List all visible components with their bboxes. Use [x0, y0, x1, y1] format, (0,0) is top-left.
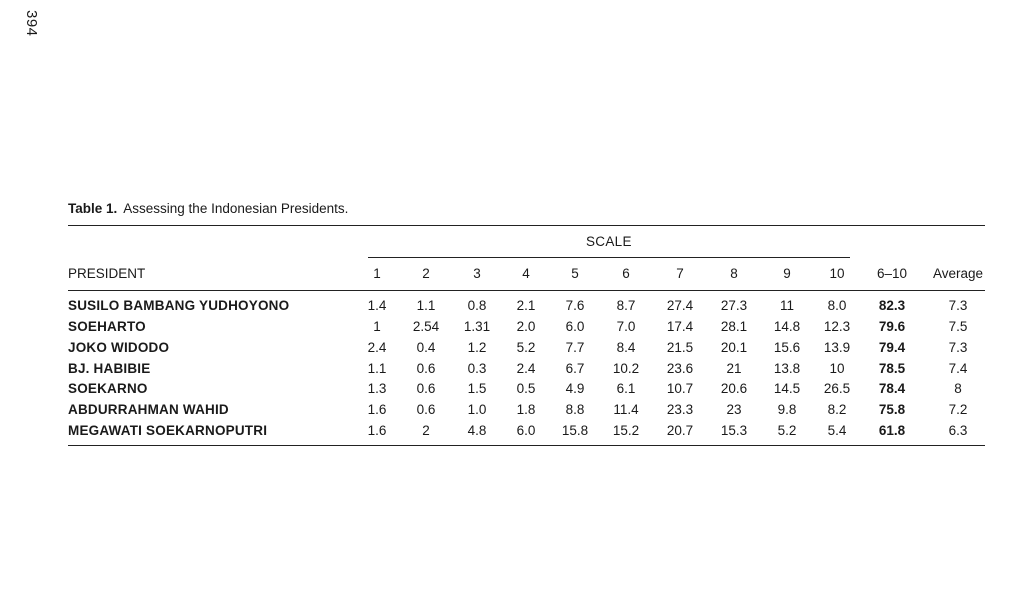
scale-cell-4: 2.4 [516, 361, 536, 376]
average-cell: 7.4 [948, 361, 968, 376]
president-name: JOKO WIDODO [68, 340, 170, 355]
scale-cell-5: 7.7 [565, 340, 585, 355]
scale-cell-3: 1.2 [467, 340, 487, 355]
scale-cell-8: 21 [726, 361, 742, 376]
scale-cell-8: 27.3 [720, 298, 748, 313]
scale-cell-8: 23 [726, 402, 742, 417]
scale-cell-9: 13.8 [773, 361, 801, 376]
scale-cell-7: 10.7 [666, 381, 694, 396]
scale-cell-9: 9.8 [777, 402, 797, 417]
scale-cell-2: 2 [422, 423, 430, 438]
scale-cell-1: 1.6 [367, 423, 387, 438]
president-name: BJ. HABIBIE [68, 361, 151, 376]
column-header-president: PRESIDENT [68, 266, 146, 281]
scale-cell-10: 26.5 [823, 381, 851, 396]
average-cell: 7.3 [948, 340, 968, 355]
scale-cell-10: 5.4 [827, 423, 847, 438]
scale-cell-4: 2.0 [516, 319, 536, 334]
scale-cell-4: 6.0 [516, 423, 536, 438]
scale-cell-4: 1.8 [516, 402, 536, 417]
scale-cell-5: 15.8 [561, 423, 589, 438]
scale-cell-6: 6.1 [616, 381, 636, 396]
scale-cell-2: 0.6 [416, 361, 436, 376]
scale-cell-2: 2.54 [412, 319, 440, 334]
scale-cell-6: 8.4 [616, 340, 636, 355]
scale-cell-10: 8.0 [827, 298, 847, 313]
column-header-average: Average [932, 266, 984, 281]
scale-cell-2: 0.6 [416, 381, 436, 396]
table-top-rule [68, 225, 985, 226]
table-bottom-rule [68, 445, 985, 446]
six-to-ten-cell: 75.8 [878, 402, 906, 417]
scale-cell-8: 20.1 [720, 340, 748, 355]
scale-cell-2: 0.6 [416, 402, 436, 417]
column-header-scale-9: 9 [783, 266, 791, 281]
average-cell: 7.2 [948, 402, 968, 417]
scale-cell-7: 17.4 [666, 319, 694, 334]
scale-cell-1: 1.3 [367, 381, 387, 396]
scale-cell-3: 0.8 [467, 298, 487, 313]
table-header-rule [68, 290, 985, 291]
scale-cell-3: 1.31 [463, 319, 491, 334]
column-header-scale-3: 3 [473, 266, 481, 281]
scale-cell-3: 1.0 [467, 402, 487, 417]
scale-cell-2: 1.1 [416, 298, 436, 313]
scale-cell-10: 13.9 [823, 340, 851, 355]
scale-cell-5: 4.9 [565, 381, 585, 396]
scale-cell-1: 1.4 [367, 298, 387, 313]
scale-cell-4: 5.2 [516, 340, 536, 355]
column-header-scale-1: 1 [373, 266, 381, 281]
table-caption-label: Table 1. [68, 201, 118, 216]
scale-cell-1: 1 [373, 319, 381, 334]
scale-cell-5: 6.7 [565, 361, 585, 376]
scale-cell-4: 2.1 [516, 298, 536, 313]
scale-cell-6: 11.4 [613, 402, 639, 417]
six-to-ten-cell: 79.4 [878, 340, 906, 355]
six-to-ten-cell: 61.8 [878, 423, 906, 438]
scale-cell-10: 12.3 [823, 319, 851, 334]
president-name: ABDURRAHMAN WAHID [68, 402, 229, 417]
column-header-scale-10: 10 [829, 266, 845, 281]
scale-cell-9: 14.5 [773, 381, 801, 396]
column-header-scale-7: 7 [676, 266, 684, 281]
scale-cell-7: 27.4 [666, 298, 694, 313]
scale-cell-6: 15.2 [612, 423, 640, 438]
table-caption-text: Assessing the Indonesian Presidents. [123, 201, 349, 216]
six-to-ten-cell: 78.5 [878, 361, 906, 376]
scale-cell-7: 21.5 [666, 340, 694, 355]
average-cell: 7.5 [948, 319, 968, 334]
scale-cell-3: 4.8 [467, 423, 487, 438]
table-caption [68, 201, 348, 216]
scale-cell-5: 6.0 [565, 319, 585, 334]
column-header-scale-6: 6 [622, 266, 630, 281]
scale-header: SCALE [586, 234, 632, 249]
scale-cell-4: 0.5 [516, 381, 536, 396]
scale-cell-8: 15.3 [720, 423, 748, 438]
column-header-scale-4: 4 [522, 266, 530, 281]
president-name: SUSILO BAMBANG YUDHOYONO [68, 298, 290, 313]
scale-cell-9: 15.6 [773, 340, 801, 355]
six-to-ten-cell: 79.6 [878, 319, 906, 334]
scale-cell-1: 1.1 [367, 361, 387, 376]
six-to-ten-cell: 78.4 [878, 381, 906, 396]
scale-cell-6: 10.2 [612, 361, 640, 376]
column-header-scale-8: 8 [730, 266, 738, 281]
scale-cell-8: 28.1 [720, 319, 748, 334]
page-number: 394 [23, 10, 40, 37]
scale-cell-3: 0.3 [467, 361, 487, 376]
scale-cell-10: 10 [829, 361, 845, 376]
scale-cell-1: 1.6 [367, 402, 387, 417]
scale-cell-7: 23.6 [666, 361, 694, 376]
scale-cell-8: 20.6 [720, 381, 748, 396]
scale-cell-9: 14.8 [773, 319, 801, 334]
scale-cell-9: 11 [779, 298, 794, 313]
scale-cell-1: 2.4 [367, 340, 387, 355]
average-cell: 6.3 [948, 423, 968, 438]
scale-header-rule [368, 257, 850, 258]
scale-cell-3: 1.5 [467, 381, 487, 396]
president-name: MEGAWATI SOEKARNOPUTRI [68, 423, 268, 438]
president-name: SOEKARNO [68, 381, 148, 396]
average-cell: 7.3 [948, 298, 968, 313]
scale-cell-5: 7.6 [565, 298, 585, 313]
six-to-ten-cell: 82.3 [878, 298, 906, 313]
president-name: SOEHARTO [68, 319, 146, 334]
scale-cell-6: 7.0 [616, 319, 636, 334]
column-header-scale-2: 2 [422, 266, 430, 281]
scale-cell-2: 0.4 [416, 340, 436, 355]
column-header-scale-5: 5 [571, 266, 579, 281]
column-header-six-to-ten: 6–10 [876, 266, 908, 281]
scale-cell-7: 23.3 [666, 402, 694, 417]
scale-cell-5: 8.8 [565, 402, 585, 417]
scale-cell-7: 20.7 [666, 423, 694, 438]
scale-cell-10: 8.2 [827, 402, 847, 417]
scale-cell-9: 5.2 [777, 423, 797, 438]
average-cell: 8 [954, 381, 962, 396]
scale-cell-6: 8.7 [616, 298, 636, 313]
